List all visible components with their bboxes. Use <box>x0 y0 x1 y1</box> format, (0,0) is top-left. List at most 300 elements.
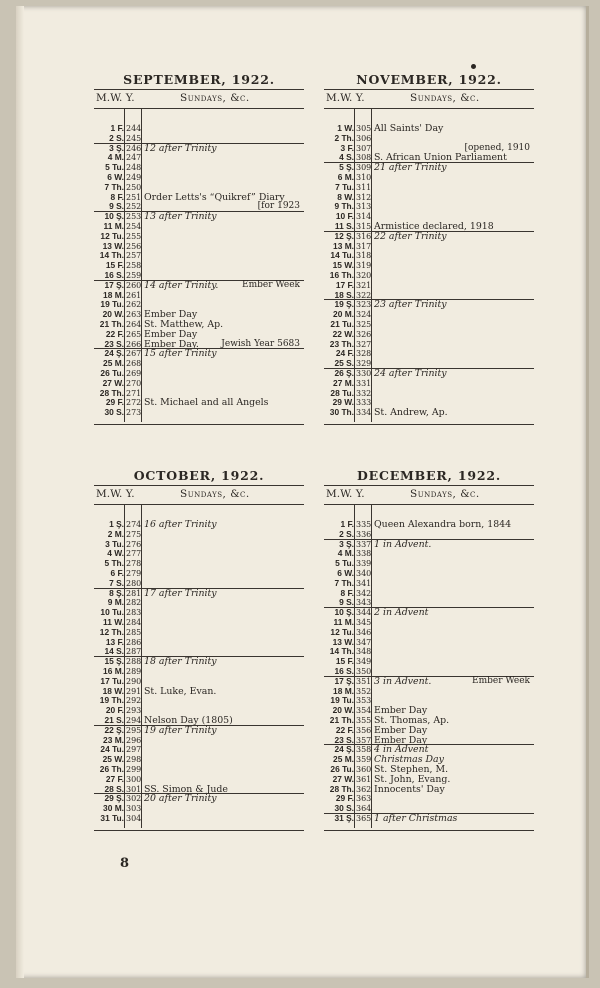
day-of-year: 300 <box>126 774 142 784</box>
day-row <box>94 667 304 677</box>
day-row <box>94 608 304 618</box>
day-of-year: 319 <box>356 261 372 271</box>
day-row <box>324 251 534 261</box>
day-of-year: 277 <box>126 549 142 559</box>
day-note: 14 after Trinity. <box>144 279 219 291</box>
day-label: 19 Th. <box>99 695 124 706</box>
month-title: DECEMBER, 1922. <box>356 468 501 483</box>
day-of-year: 274 <box>126 520 142 529</box>
day-of-year: 332 <box>356 388 372 398</box>
day-row <box>94 251 304 261</box>
day-label: 22 F. <box>105 328 124 339</box>
day-label: 22 F. <box>335 724 354 735</box>
day-row <box>94 398 304 408</box>
day-of-year: 328 <box>356 349 372 359</box>
day-row <box>324 589 534 599</box>
bottom-rule <box>324 424 534 425</box>
day-label: 6 W. <box>107 172 124 182</box>
day-row <box>324 677 534 687</box>
day-of-year: 322 <box>356 290 372 300</box>
day-label: 25 M. <box>333 754 354 765</box>
day-row <box>324 173 534 183</box>
day-of-year: 255 <box>126 231 142 241</box>
title-rule <box>324 89 534 90</box>
day-note-right: Ember Week <box>242 279 300 290</box>
day-label: 17 F. <box>335 279 354 290</box>
day-of-year: 348 <box>356 647 372 657</box>
day-label: 2 Th. <box>334 132 354 143</box>
day-of-year: 337 <box>356 539 372 549</box>
day-row <box>324 202 534 212</box>
day-row <box>94 736 304 746</box>
day-of-year: 356 <box>356 725 372 735</box>
day-row <box>94 549 304 559</box>
day-of-year: 268 <box>126 359 142 369</box>
ink-speck <box>471 64 476 69</box>
day-of-year: 320 <box>356 271 372 280</box>
day-label: 21 Th. <box>329 715 354 725</box>
day-of-year: 298 <box>126 755 142 765</box>
day-of-year: 286 <box>126 637 142 647</box>
day-note: St. Luke, Evan. <box>144 685 217 697</box>
day-row <box>324 579 534 589</box>
day-row <box>324 124 534 134</box>
day-row <box>324 687 534 697</box>
day-of-year: 326 <box>356 329 372 339</box>
day-of-year: 350 <box>356 667 372 676</box>
diary-page <box>16 6 589 978</box>
day-row <box>324 379 534 389</box>
day-label: 18 M. <box>103 289 124 300</box>
day-row <box>94 559 304 569</box>
day-label: 28 S. <box>104 783 124 794</box>
day-label: 20 W. <box>332 705 354 716</box>
day-of-year: 355 <box>356 716 372 725</box>
day-row <box>324 549 534 559</box>
day-of-year: 349 <box>356 657 372 667</box>
day-label: 15 F. <box>335 656 354 667</box>
day-label: 1 F. <box>340 519 354 529</box>
header-sundays: Sundays, &c. <box>410 488 480 500</box>
day-row <box>324 408 534 418</box>
day-label: 5 Ş. <box>339 162 354 173</box>
day-of-year: 313 <box>356 202 372 212</box>
day-label: 18 S. <box>334 289 354 300</box>
day-label: 10 Tu. <box>100 607 124 618</box>
day-of-year: 303 <box>126 804 142 814</box>
day-of-year: 340 <box>356 569 372 578</box>
day-row <box>94 222 304 232</box>
day-label: 9 S. <box>109 201 124 212</box>
day-of-year: 256 <box>126 241 142 251</box>
day-of-year: 317 <box>356 241 372 251</box>
day-label: 23 S. <box>104 338 124 349</box>
day-of-year: 284 <box>126 618 142 627</box>
day-of-year: 354 <box>356 706 372 716</box>
day-label: 16 S. <box>104 270 124 280</box>
day-row <box>324 559 534 569</box>
page-edge <box>16 6 24 978</box>
day-label: 8 F. <box>110 191 124 202</box>
day-of-year: 292 <box>126 696 142 706</box>
day-note: All Saints' Day <box>374 123 444 134</box>
day-label: 2 M. <box>107 528 124 539</box>
day-of-year: 252 <box>126 202 142 212</box>
day-of-year: 260 <box>126 280 142 290</box>
day-of-year: 291 <box>126 686 142 696</box>
day-row <box>94 814 304 824</box>
day-note: 22 after Trinity <box>374 230 447 242</box>
day-row <box>324 785 534 795</box>
day-label: 14 Th. <box>99 250 124 261</box>
day-label: 22 W. <box>332 328 354 339</box>
header-rule <box>94 108 304 109</box>
header-mwy: M.W. Y. <box>326 92 365 104</box>
day-label: 1 F. <box>110 123 124 133</box>
day-row <box>324 300 534 310</box>
day-label: 27 F. <box>105 773 124 784</box>
day-label: 1 W. <box>337 123 354 133</box>
day-of-year: 293 <box>126 706 142 716</box>
day-label: 29 F. <box>105 397 124 408</box>
day-label: 31 Ş. <box>334 813 354 823</box>
day-of-year: 358 <box>356 745 372 755</box>
day-note: Ember Day <box>144 309 198 321</box>
day-label: 25 S. <box>334 358 354 369</box>
day-row <box>94 144 304 154</box>
day-label: 9 S. <box>339 597 354 608</box>
day-row <box>94 242 304 252</box>
day-of-year: 295 <box>126 725 142 735</box>
month-title: OCTOBER, 1922. <box>133 468 265 483</box>
day-row <box>94 628 304 638</box>
day-row <box>94 657 304 667</box>
day-of-year: 341 <box>356 578 372 588</box>
day-label: 24 Tu. <box>100 744 124 755</box>
day-label: 2 S. <box>109 132 124 143</box>
day-of-year: 346 <box>356 627 372 637</box>
day-of-year: 347 <box>356 637 372 647</box>
day-of-year: 324 <box>356 310 372 320</box>
day-label: 21 S. <box>104 715 124 725</box>
day-label: 11 S. <box>334 221 354 231</box>
day-row <box>324 540 534 550</box>
day-of-year: 299 <box>126 765 142 774</box>
day-label: 8 Ş. <box>109 587 124 598</box>
day-of-year: 258 <box>126 261 142 271</box>
day-label: 15 W. <box>332 260 354 271</box>
day-label: 30 Th. <box>329 407 354 418</box>
day-note: 21 after Trinity <box>374 162 447 174</box>
day-of-year: 263 <box>126 310 142 320</box>
day-of-year: 330 <box>356 369 372 378</box>
day-label: 3 F. <box>340 142 354 153</box>
day-note: 1 after Christmas <box>374 813 458 824</box>
day-label: 21 Th. <box>99 319 124 329</box>
day-label: 23 S. <box>334 734 354 745</box>
day-label: 26 Tu. <box>100 368 124 378</box>
day-label: 7 Th. <box>104 181 124 192</box>
day-row <box>324 618 534 628</box>
day-label: 12 Ş. <box>334 230 354 241</box>
day-label: 12 Tu. <box>330 626 354 637</box>
day-of-year: 296 <box>126 735 142 745</box>
day-row <box>94 349 304 359</box>
day-note: 4 in Advent <box>374 744 429 756</box>
day-row <box>324 369 534 379</box>
day-of-year: 276 <box>126 539 142 549</box>
day-of-year: 273 <box>126 408 142 418</box>
day-row <box>324 520 534 530</box>
day-note-right: Jewish Year 5683 <box>221 338 300 349</box>
day-note: 18 after Trinity <box>144 656 217 668</box>
day-row <box>94 163 304 173</box>
day-label: 17 Ş. <box>104 279 124 290</box>
header-mwy: M.W. Y. <box>326 488 365 500</box>
day-of-year: 307 <box>356 143 372 153</box>
day-row <box>324 340 534 350</box>
day-label: 20 M. <box>333 309 354 320</box>
day-row <box>324 242 534 252</box>
day-row <box>324 814 534 824</box>
day-label: 8 W. <box>337 191 354 202</box>
day-row <box>324 330 534 340</box>
day-row <box>324 696 534 706</box>
day-row <box>94 153 304 163</box>
day-of-year: 285 <box>126 627 142 637</box>
day-of-year: 254 <box>126 222 142 231</box>
header-sundays: Sundays, &c. <box>180 488 250 500</box>
day-note: 1 in Advent. <box>374 538 432 550</box>
day-label: 6 W. <box>337 568 354 578</box>
day-of-year: 360 <box>356 765 372 774</box>
day-row <box>324 183 534 193</box>
day-label: 24 F. <box>335 348 354 359</box>
day-of-year: 357 <box>356 735 372 745</box>
day-label: 4 M. <box>107 152 124 163</box>
day-of-year: 288 <box>126 657 142 667</box>
day-of-year: 264 <box>126 320 142 329</box>
day-of-year: 352 <box>356 686 372 696</box>
day-note: St. Michael and all Angels <box>144 397 269 409</box>
day-of-year: 329 <box>356 359 372 369</box>
header-sundays: Sundays, &c. <box>410 92 480 104</box>
day-label: 3 Ş. <box>109 142 124 153</box>
day-note: St. Stephen, M. <box>374 764 449 775</box>
day-label: 25 W. <box>102 754 124 765</box>
day-row <box>324 638 534 648</box>
day-of-year: 339 <box>356 559 372 569</box>
day-of-year: 261 <box>126 290 142 300</box>
day-of-year: 247 <box>126 153 142 163</box>
day-of-year: 312 <box>356 192 372 202</box>
day-of-year: 351 <box>356 676 372 686</box>
day-note-right: [for 1923 <box>257 201 300 212</box>
day-of-year: 342 <box>356 588 372 598</box>
day-note: Ember Day. <box>144 338 199 350</box>
day-of-year: 269 <box>126 369 142 378</box>
day-row <box>94 300 304 310</box>
day-of-year: 262 <box>126 300 142 310</box>
day-of-year: 316 <box>356 231 372 241</box>
day-label: 11 M. <box>103 221 124 231</box>
day-label: 18 W. <box>102 685 124 696</box>
day-note: St. Thomas, Ap. <box>374 715 450 726</box>
day-of-year: 290 <box>126 676 142 686</box>
day-label: 28 Tu. <box>330 387 354 398</box>
day-note: Order Letts's “Quikref” Diary <box>144 191 285 203</box>
day-row <box>94 794 304 804</box>
day-label: 3 Tu. <box>105 538 124 549</box>
day-label: 16 M. <box>103 666 124 676</box>
day-label: 20 F. <box>105 705 124 716</box>
page-number: 8 <box>120 856 130 871</box>
day-row <box>94 530 304 540</box>
day-label: 30 M. <box>103 803 124 814</box>
day-note: Ember Day <box>144 328 198 340</box>
day-label: 7 Tu. <box>335 181 354 192</box>
day-of-year: 301 <box>126 784 142 794</box>
day-note: Ember Day <box>374 705 428 717</box>
day-of-year: 283 <box>126 608 142 618</box>
day-label: 13 W. <box>332 636 354 647</box>
day-row <box>324 726 534 736</box>
day-note: 24 after Trinity <box>374 368 447 379</box>
day-row <box>324 261 534 271</box>
day-row <box>94 212 304 222</box>
day-label: 30 S. <box>334 803 354 814</box>
day-note-right: Ember Week <box>472 675 530 686</box>
day-note: 12 after Trinity <box>144 142 217 154</box>
day-label: 28 Th. <box>99 387 124 398</box>
day-of-year: 314 <box>356 212 372 222</box>
bottom-rule <box>94 830 304 831</box>
day-of-year: 272 <box>126 398 142 408</box>
day-of-year: 259 <box>126 271 142 280</box>
day-row <box>94 804 304 814</box>
day-of-year: 245 <box>126 133 142 143</box>
day-of-year: 343 <box>356 598 372 608</box>
day-row <box>324 628 534 638</box>
title-rule <box>94 89 304 90</box>
day-of-year: 336 <box>356 529 372 539</box>
day-label: 14 Th. <box>329 646 354 657</box>
day-row <box>94 173 304 183</box>
day-of-year: 335 <box>356 520 372 529</box>
day-label: 12 Tu. <box>100 230 124 241</box>
day-row <box>94 369 304 379</box>
day-row <box>324 281 534 291</box>
day-of-year: 323 <box>356 300 372 310</box>
day-label: 31 Tu. <box>100 813 124 823</box>
day-label: 5 Tu. <box>105 162 124 173</box>
day-row <box>324 608 534 618</box>
day-label: 30 S. <box>104 407 124 418</box>
day-row <box>94 379 304 389</box>
day-note: Ember Day <box>374 724 428 736</box>
day-row <box>324 716 534 726</box>
day-label: 29 W. <box>332 397 354 408</box>
day-row <box>94 726 304 736</box>
day-note: S. African Union Parliament <box>374 152 507 164</box>
day-label: 10 Ş. <box>334 607 354 618</box>
day-row <box>94 281 304 291</box>
day-row <box>324 794 534 804</box>
day-label: 5 Th. <box>104 558 124 569</box>
day-of-year: 251 <box>126 192 142 202</box>
day-of-year: 334 <box>356 408 372 418</box>
day-row <box>94 569 304 579</box>
day-note: St. Matthew, Ap. <box>144 319 224 330</box>
day-row <box>324 163 534 173</box>
day-label: 15 F. <box>105 260 124 271</box>
day-row <box>94 359 304 369</box>
header-rule <box>324 108 534 109</box>
day-note: 2 in Advent <box>374 607 429 619</box>
day-label: 11 M. <box>333 617 354 627</box>
day-of-year: 318 <box>356 251 372 261</box>
day-label: 6 F. <box>110 568 124 578</box>
day-label: 20 W. <box>102 309 124 320</box>
day-row <box>324 232 534 242</box>
day-note: 3 in Advent. <box>374 675 432 687</box>
day-label: 16 Th. <box>329 270 354 280</box>
day-of-year: 287 <box>126 647 142 657</box>
day-label: 10 Ş. <box>104 211 124 222</box>
day-of-year: 306 <box>356 133 372 143</box>
day-label: 27 M. <box>333 377 354 388</box>
day-of-year: 327 <box>356 339 372 349</box>
day-of-year: 270 <box>126 378 142 388</box>
day-label: 27 W. <box>332 773 354 784</box>
day-row <box>94 618 304 628</box>
day-row <box>94 589 304 599</box>
day-row <box>94 261 304 271</box>
day-label: 24 Ş. <box>334 744 354 755</box>
day-of-year: 345 <box>356 618 372 627</box>
day-note: 23 after Trinity <box>374 299 447 311</box>
day-label: 22 Ş. <box>104 724 124 735</box>
day-of-year: 344 <box>356 608 372 618</box>
day-of-year: 267 <box>126 349 142 359</box>
day-row <box>324 320 534 330</box>
day-of-year: 362 <box>356 784 372 794</box>
day-label: 25 M. <box>103 358 124 369</box>
day-of-year: 309 <box>356 163 372 173</box>
day-of-year: 266 <box>126 339 142 349</box>
day-label: 5 Tu. <box>335 558 354 569</box>
day-label: 23 Th. <box>329 338 354 349</box>
day-label: 9 Th. <box>334 201 354 212</box>
day-of-year: 278 <box>126 559 142 569</box>
day-of-year: 364 <box>356 804 372 814</box>
day-label: 16 S. <box>334 666 354 676</box>
day-row <box>324 271 534 281</box>
header-mwy: M.W. Y. <box>96 92 135 104</box>
day-of-year: 282 <box>126 598 142 608</box>
day-row <box>324 647 534 657</box>
day-label: 13 M. <box>333 240 354 251</box>
day-label: 27 W. <box>102 377 124 388</box>
day-label: 4 S. <box>339 152 354 163</box>
day-label: 17 Ş. <box>334 675 354 686</box>
day-label: 29 Ş. <box>104 793 124 804</box>
day-of-year: 289 <box>126 667 142 676</box>
day-note: 13 after Trinity <box>144 211 217 223</box>
day-of-year: 280 <box>126 578 142 588</box>
day-of-year: 305 <box>356 124 372 133</box>
day-note: Nelson Day (1805) <box>144 715 233 726</box>
